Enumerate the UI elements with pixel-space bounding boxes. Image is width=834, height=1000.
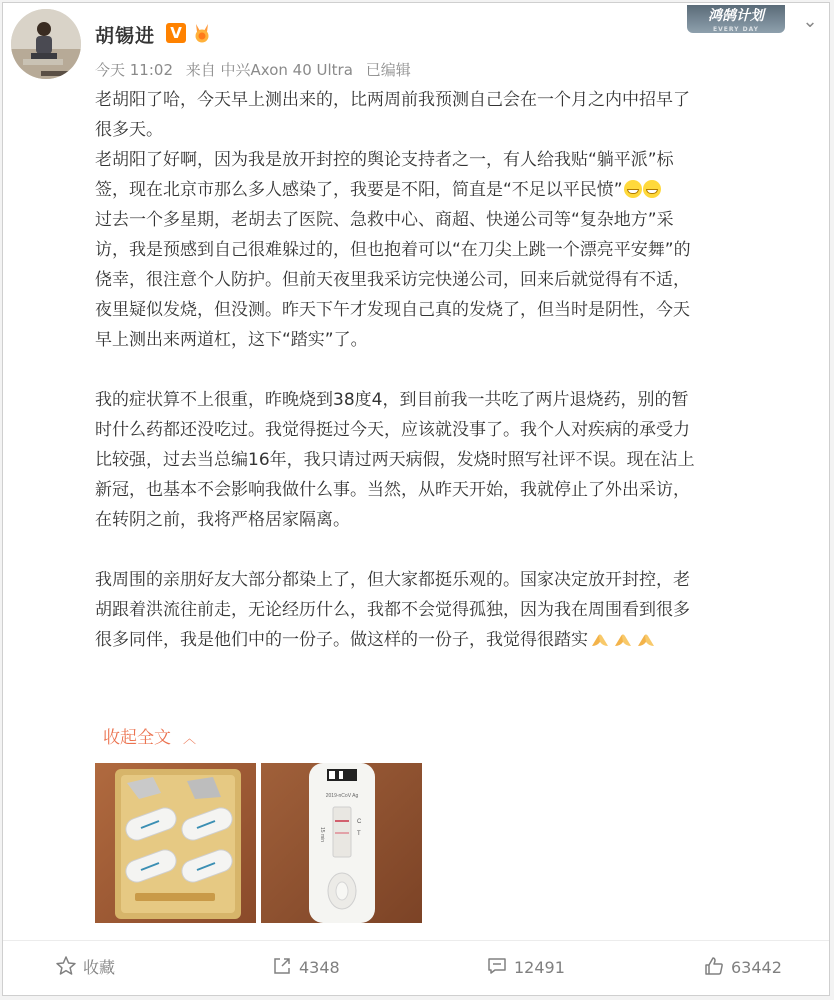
post-line: 老胡阳了哈，今天早上测出来的，比两周前我预测自己会在一个月之内中招早了: [95, 90, 690, 110]
test-time-label: 15 min: [319, 827, 325, 843]
image-antigen-test[interactable]: [261, 763, 422, 923]
edited-label[interactable]: 已编辑: [365, 61, 411, 79]
control-line-label: C: [357, 819, 362, 825]
grinning-emoji-icon: [643, 180, 661, 198]
post-line: 我周围的亲朋好友大部分都染上了，但大家都挺乐观的。国家决定放开封控，老: [95, 570, 690, 590]
post-line: 侥幸，很注意个人防护。但前天夜里我采访完快递公司，回来后就觉得有不适，: [95, 270, 690, 290]
post-line: 比较强，过去当总编16年，我只请过两天病假，发烧时照写社评不误。现在沾上: [95, 450, 695, 470]
favorite-label: 收藏: [83, 958, 116, 977]
image-medicine-pack[interactable]: [95, 763, 256, 923]
post-line: 老胡阳了好啊，因为我是放开封控的舆论支持者之一，有人给我贴“躺平派”标: [95, 150, 674, 170]
post-line: 访，我是预感到自己很难躲过的，但也抱着可以“在刀尖上跳一个漂亮平安舞”的: [95, 240, 691, 260]
star-icon: [55, 955, 77, 977]
praying-hands-icon: [589, 630, 611, 648]
paragraph-gap: [95, 355, 815, 385]
footer-divider: [3, 940, 829, 941]
post-line: 新冠，也基本不会影响我做什么事。当然，从昨天开始，我就停止了外出采访，: [95, 480, 690, 500]
post-line: 过去一个多星期，老胡去了医院、急救中心、商超、快递公司等“复杂地方”采: [95, 210, 674, 230]
post-line: 很多天。: [95, 120, 163, 140]
post-line: 很多同伴，我是他们中的一份子。做这样的一份子，我觉得很踏实: [95, 625, 815, 655]
verified-badge: V: [166, 23, 186, 43]
post-source: 来自 中兴Axon 40 Ultra: [185, 61, 353, 79]
thumbs-up-icon: [703, 955, 725, 977]
collapse-full-text-button[interactable]: [103, 723, 196, 748]
post-line: 胡跟着洪流往前走，无论经历什么，我都不会觉得孤独，因为我在周围看到很多: [95, 600, 690, 620]
comment-button[interactable]: [486, 955, 565, 979]
comment-count: 12491: [514, 958, 565, 977]
chevron-down-icon: ⌄: [802, 11, 818, 32]
praying-hands-icon: [635, 630, 657, 648]
post-meta: [95, 59, 419, 80]
like-button[interactable]: [703, 955, 782, 979]
campaign-banner[interactable]: 鸿鹄计划 EVERY DAY: [687, 5, 785, 33]
avatar[interactable]: [11, 9, 81, 79]
post-line: 签，现在北京市那么多人感染了，我要是不阳，简直是“不足以平民愤”: [95, 175, 815, 205]
comment-icon: [486, 955, 508, 977]
favorite-button[interactable]: [55, 955, 115, 979]
banner-text: 鸿鹄计划: [708, 8, 764, 24]
grinning-emoji-icon: [624, 180, 642, 198]
paragraph-gap: [95, 535, 815, 565]
post-time[interactable]: 今天 11:02: [95, 61, 173, 79]
collapse-label: 收起全文: [103, 728, 171, 748]
post-line: 早上测出来两道杠，这下“踏实”了。: [95, 330, 368, 350]
weibo-post-card: [2, 2, 830, 996]
like-count: 63442: [731, 958, 782, 977]
share-icon: [271, 955, 293, 977]
post-line: 时什么药都还没吃过。我觉得挺过今天，应该就没事了。我个人对疾病的承受力: [95, 420, 690, 440]
praying-hands-icon: [612, 630, 634, 648]
more-options-button[interactable]: [799, 11, 821, 33]
test-brand: 2019-nCoV Ag: [325, 793, 359, 799]
post-line: 我的症状算不上很重，昨晚烧到38度4，到目前我一共吃了两片退烧药，别的暂: [95, 390, 689, 410]
test-line-label: T: [357, 831, 361, 837]
post-line: 在转阴之前，我将严格居家隔离。: [95, 510, 350, 530]
author-name[interactable]: 胡锡进: [95, 25, 156, 47]
post-content: [95, 85, 815, 655]
post-line: 夜里疑似发烧，但没测。昨天下午才发现自己真的发烧了，但当时是阴性，今天: [95, 300, 690, 320]
share-count: 4348: [299, 958, 340, 977]
share-button[interactable]: [271, 955, 340, 979]
medal-icon: [191, 22, 213, 44]
chevron-up-icon: ︿: [183, 732, 197, 747]
